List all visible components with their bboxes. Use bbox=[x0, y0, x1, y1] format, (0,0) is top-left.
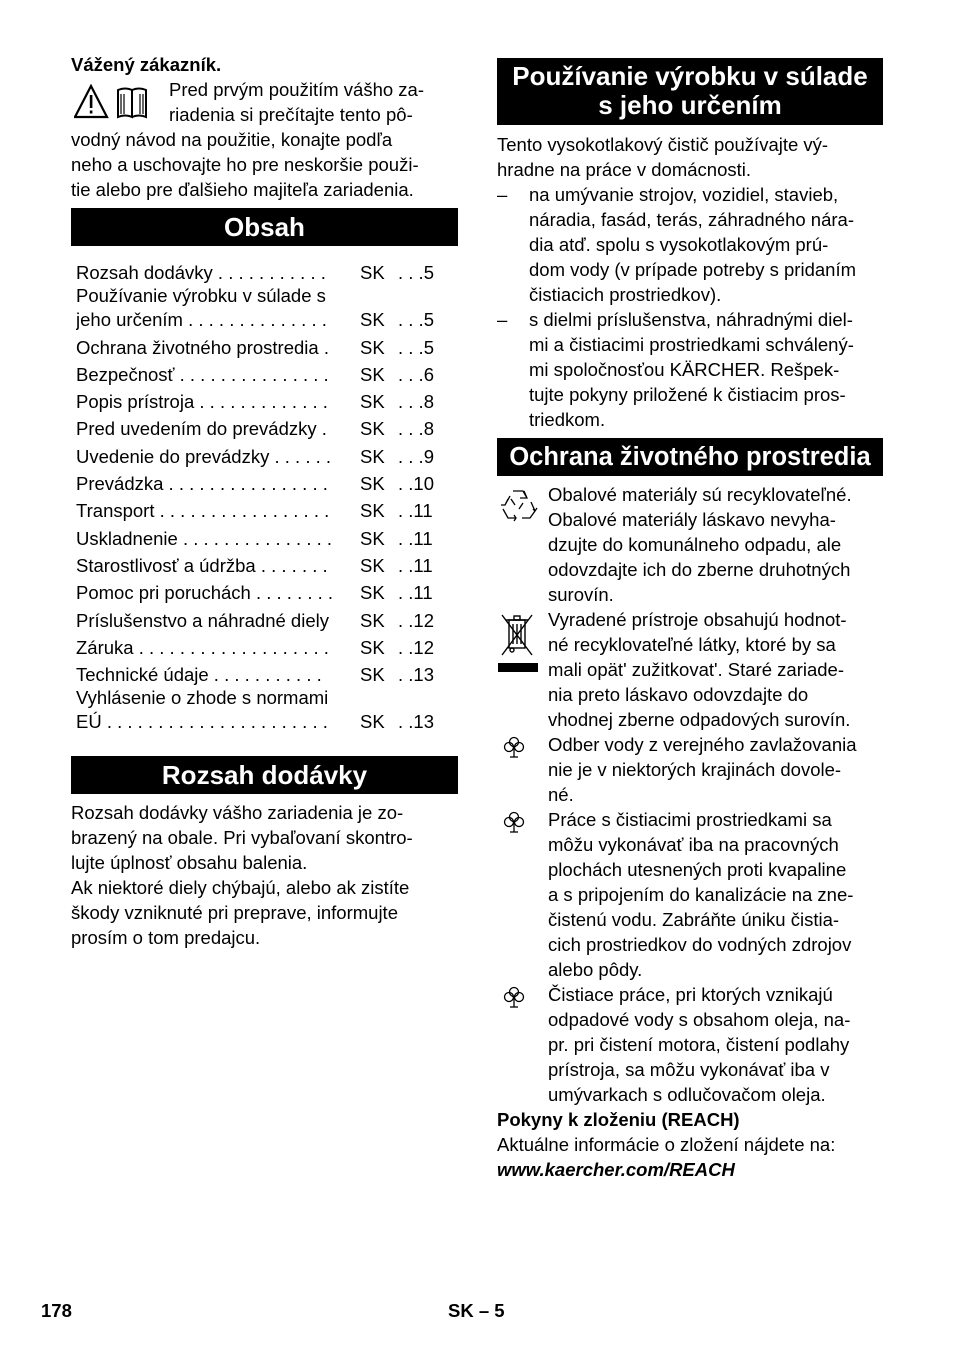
toc-entry-page: . .11 bbox=[398, 527, 433, 549]
toc-entry-lang: SK bbox=[360, 262, 385, 283]
text-line: nie je v niektorých krajinách dovole- bbox=[548, 759, 842, 780]
warning-icon bbox=[74, 84, 160, 120]
env-block-oil bbox=[497, 982, 883, 1107]
toc-entry-title-text: Príslušenstvo a náhradné diely bbox=[76, 609, 329, 631]
toc-entry-lang: SK bbox=[360, 500, 385, 522]
text-line: Rozsah dodávky vášho zariadenia je zo- bbox=[71, 802, 404, 823]
text-line: pr. pri čistení motora, čistení podlahy bbox=[548, 1034, 850, 1055]
text-line: mi a čistiacimi prostriedkami schválený- bbox=[529, 334, 854, 355]
toc-entry[interactable] bbox=[76, 607, 452, 634]
toc-entry-page: . .12 bbox=[398, 609, 434, 631]
toc-entry-title bbox=[76, 443, 360, 470]
reach-title: Pokyny k zloženiu (REACH) bbox=[497, 1109, 740, 1130]
section-page-label: SK – 5 bbox=[448, 1300, 505, 1321]
toc-entry-title bbox=[76, 708, 360, 735]
toc-leader-dots: . . . . . . . . . . . . . . . . . . . . . . bbox=[101, 711, 328, 733]
toc-entry-page: . . .8 bbox=[398, 418, 434, 440]
text-line: Čistiace práce, pri ktorých vznikajú bbox=[548, 984, 833, 1005]
text-line: Vyradené prístroje obsahujú hodnot- bbox=[548, 609, 847, 630]
toc-entry-page: . .11 bbox=[398, 500, 433, 522]
text-line: surovín. bbox=[548, 584, 614, 605]
text-line: Tento vysokotlakový čistič používajte vý- bbox=[497, 134, 829, 155]
toc-entry-title-text: Technické údaje bbox=[76, 664, 209, 686]
toc-entry-lang: SK bbox=[360, 711, 385, 733]
toc-entry-title-text: EÚ bbox=[76, 711, 102, 733]
toc-leader-dots: . . . . . . . . . . . . . . . . bbox=[163, 473, 328, 495]
table-of-contents bbox=[76, 259, 452, 736]
toc-leader-dots: . bbox=[316, 418, 327, 440]
toc-entry-page: . .12 bbox=[398, 636, 434, 658]
toc-entry-page: . .11 bbox=[398, 582, 433, 604]
toc-entry[interactable] bbox=[76, 497, 452, 524]
toc-leader-dots: . . . . . . . bbox=[255, 554, 328, 576]
text-line: Obalové materiály láskavo nevyha- bbox=[548, 509, 836, 530]
toc-entry-title bbox=[76, 334, 360, 361]
toc-entry-title-text: Starostlivosť a údržba bbox=[76, 554, 256, 576]
toc-entry-title-text: jeho určením bbox=[76, 309, 183, 331]
toc-entry-title-text: Pred uvedením do prevádzky bbox=[76, 418, 317, 440]
toc-entry-title-text: Popis prístroja bbox=[76, 391, 195, 413]
text-line: vhodnej zberne odpadových surovín. bbox=[548, 709, 851, 730]
page-number: 178 bbox=[41, 1300, 72, 1321]
greeting-line1: Pred prvým použitím vášho za- bbox=[169, 79, 424, 100]
text-line: čistenú vodu. Zabráňte úniku čistia- bbox=[548, 909, 840, 930]
text-line: brazený na obale. Pri vybaľovaní skontro- bbox=[71, 827, 413, 848]
toc-entry-title-line1: Používanie výrobku v súlade s bbox=[76, 285, 326, 307]
toc-entry-lang: SK bbox=[360, 391, 385, 413]
text-line: mali opät' zužitkovat'. Staré zariade- bbox=[548, 659, 844, 680]
env-block-recycle bbox=[497, 482, 883, 607]
text-line: tie alebo pre ďalšieho majiteľa zariadenia. bbox=[71, 179, 414, 200]
text-line: né. bbox=[548, 784, 574, 805]
text-line: s dielmi príslušenstva, náhradnými diel- bbox=[529, 309, 853, 330]
text-line: vodný návod na použitie, konajte podľa bbox=[71, 129, 393, 150]
toc-entry-title bbox=[76, 634, 360, 661]
text-line: dom vody (v prípade potreby s pridaním bbox=[529, 259, 856, 280]
text-line: na umývanie strojov, vozidiel, stavieb, bbox=[529, 184, 839, 205]
toc-entry-title-text: Transport bbox=[76, 500, 155, 522]
toc-entry[interactable] bbox=[76, 334, 452, 361]
toc-entry-lang: SK bbox=[360, 609, 385, 631]
toc-entry-title-line1: Vyhlásenie o zhode s normami bbox=[76, 687, 329, 709]
text-line: Práce s čistiacimi prostriedkami sa bbox=[548, 809, 832, 830]
toc-entry-page: . .13 bbox=[398, 664, 434, 686]
text-line: nia preto láskavo odovzdajte do bbox=[548, 684, 809, 705]
text-line: môžu vykonávať iba na pracovných bbox=[548, 834, 839, 855]
text-line: neho a uschovajte ho pre neskoršie použi- bbox=[71, 154, 419, 175]
toc-entry-lang: SK bbox=[360, 527, 385, 549]
text-line: dzujte do komunálneho odpadu, ale bbox=[548, 534, 842, 555]
reach-text: Aktuálne informácie o zložení nájdete na: bbox=[497, 1134, 836, 1155]
text-line: náradia, fasád, terás, záhradného nára- bbox=[529, 209, 854, 230]
greeting-title: Vážený zákazník. bbox=[71, 54, 222, 75]
toc-leader-dots: . . . . . . . . . . . bbox=[212, 262, 326, 283]
toc-entry-title-text: Uvedenie do prevádzky bbox=[76, 445, 270, 467]
text-line: Obalové materiály sú recyklovateľné. bbox=[548, 484, 852, 505]
text-line: odovzdajte ich do zberne druhotných bbox=[548, 559, 851, 580]
toc-entry[interactable] bbox=[76, 579, 452, 606]
text-line: odpadové vody s obsahom oleja, na- bbox=[548, 1009, 851, 1030]
toc-entry-title bbox=[76, 497, 360, 524]
text-line: Ak niektoré diely chýbajú, alebo ak zistíte bbox=[71, 877, 410, 898]
text-line: lujte úplnosť obsahu balenia. bbox=[71, 852, 308, 873]
toc-entry[interactable] bbox=[76, 525, 452, 552]
toc-leader-dots: . . . . . . . . . . . . . bbox=[194, 391, 328, 413]
toc-leader-dots: . . . . . . . . . . . . . . bbox=[182, 309, 327, 331]
toc-entry-page: . . .6 bbox=[398, 363, 434, 385]
toc-entry-page: . .11 bbox=[398, 554, 433, 576]
reach-link[interactable]: www.kaercher.com/REACH bbox=[497, 1159, 735, 1180]
toc-leader-dots: . . . . . . . . . . . . . . . bbox=[177, 527, 333, 549]
toc-entry-page: . . .9 bbox=[398, 445, 434, 467]
list-item bbox=[497, 307, 883, 432]
env-block-detergents bbox=[497, 807, 883, 982]
manual-book-icon bbox=[118, 89, 146, 118]
toc-entry-title bbox=[76, 525, 360, 552]
text-line: prístroja, sa môžu vykonávať iba v bbox=[548, 1059, 830, 1080]
toc-entry[interactable] bbox=[76, 259, 452, 286]
greeting-rest bbox=[71, 127, 419, 202]
toc-entry[interactable] bbox=[76, 634, 452, 661]
tree-icon bbox=[501, 734, 527, 766]
toc-entry-title-text: Ochrana životného prostredia bbox=[76, 336, 319, 358]
toc-entry-title-text: Záruka bbox=[76, 636, 134, 658]
toc-entry-title-text: Prevádzka bbox=[76, 473, 164, 495]
text-line: Odber vody z verejného zavlažovania bbox=[548, 734, 857, 755]
toc-heading: Obsah bbox=[71, 208, 458, 246]
toc-entry-page: . . .5 bbox=[398, 336, 434, 358]
text-line: dia atď. spolu s vysokotlakovým prú- bbox=[529, 234, 829, 255]
use-heading-line2: s jeho určením bbox=[598, 90, 782, 120]
toc-entry-title bbox=[76, 607, 360, 634]
toc-entry[interactable] bbox=[76, 361, 452, 388]
tree-icon bbox=[501, 984, 527, 1016]
toc-entry[interactable] bbox=[76, 470, 452, 497]
toc-entry[interactable] bbox=[76, 443, 452, 470]
toc-leader-dots: . . . . . . . . . . . . . . . . . bbox=[154, 500, 330, 522]
toc-entry-title bbox=[76, 661, 360, 688]
recycle-icon bbox=[497, 487, 539, 533]
text-line: né recyklovateľné látky, ktoré by sa bbox=[548, 634, 836, 655]
toc-entry-title bbox=[76, 388, 360, 415]
toc-entry[interactable] bbox=[76, 415, 452, 442]
text-line: škody vzniknuté pri preprave, informujte bbox=[71, 902, 398, 923]
toc-entry-title-text: Pomoc pri poruchách bbox=[76, 582, 251, 604]
toc-entry[interactable] bbox=[76, 286, 452, 333]
toc-entry-title bbox=[76, 552, 360, 579]
text-line: mi spoločnosťou KÄRCHER. Rešpek- bbox=[529, 359, 840, 380]
toc-entry[interactable] bbox=[76, 661, 452, 688]
toc-entry-title bbox=[76, 579, 360, 606]
toc-entry-lang: SK bbox=[360, 336, 385, 358]
toc-entry-page: . . .8 bbox=[398, 391, 434, 413]
toc-entry-title bbox=[76, 470, 360, 497]
env-block-water bbox=[497, 732, 883, 807]
scope-text bbox=[71, 800, 413, 950]
text-line: čistiacich prostriedkov). bbox=[529, 284, 722, 305]
text-line: cich prostriedkov do vodných zdrojov bbox=[548, 934, 852, 955]
text-line: alebo pôdy. bbox=[548, 959, 643, 980]
text-line: tujte pokyny priložené k čistiacim pros- bbox=[529, 384, 846, 405]
toc-entry-title bbox=[76, 361, 360, 388]
toc-entry-lang: SK bbox=[360, 554, 385, 576]
use-text bbox=[497, 132, 883, 432]
toc-entry-title bbox=[76, 415, 360, 442]
toc-entry-lang: SK bbox=[360, 418, 385, 440]
text-line: prosím o tom predajcu. bbox=[71, 927, 261, 948]
toc-leader-dots: . . . . . . . . bbox=[250, 582, 334, 604]
toc-entry-title-text: Rozsah dodávky bbox=[76, 262, 213, 283]
toc-entry-title-text: Bezpečnosť bbox=[76, 363, 175, 385]
toc-entry-lang: SK bbox=[360, 664, 385, 686]
toc-entry-lang: SK bbox=[360, 363, 385, 385]
toc-entry-lang: SK bbox=[360, 473, 385, 495]
toc-entry-page: . .13 bbox=[398, 711, 434, 733]
toc-entry[interactable] bbox=[76, 388, 452, 415]
list-item bbox=[497, 182, 883, 307]
toc-entry-page: . .10 bbox=[398, 473, 434, 495]
toc-leader-dots: . . . . . . . . . . . . . . . . . . . bbox=[133, 636, 329, 658]
toc-entry-lang: SK bbox=[360, 309, 385, 331]
toc-entry-lang: SK bbox=[360, 636, 385, 658]
toc-entry-page: . . .5 bbox=[398, 262, 434, 283]
crossed-bin-icon bbox=[498, 611, 538, 679]
env-text bbox=[497, 482, 883, 1182]
toc-leader-dots: . . . . . . . . . . . bbox=[208, 664, 322, 686]
text-line: umývarkach s odlučovačom oleja. bbox=[548, 1084, 826, 1105]
greeting-line2: riadenia si prečítajte tento pô- bbox=[169, 104, 413, 125]
toc-entry-lang: SK bbox=[360, 582, 385, 604]
tree-icon bbox=[501, 809, 527, 841]
use-heading-line1: Používanie výrobku v súlade bbox=[512, 61, 868, 91]
scope-heading: Rozsah dodávky bbox=[71, 756, 458, 794]
env-block-weee bbox=[497, 607, 883, 732]
toc-leader-dots: . . . . . . . . . . . . . . . bbox=[174, 363, 329, 385]
use-heading bbox=[497, 58, 883, 125]
toc-leader-dots: . . . . . . bbox=[269, 445, 332, 467]
text-line: a s pripojením do kanalizácie na zne- bbox=[548, 884, 854, 905]
toc-entry-title bbox=[76, 259, 360, 286]
list-dash: – bbox=[497, 184, 508, 205]
text-line: hradne na práce v domácnosti. bbox=[497, 159, 752, 180]
toc-entry-lang: SK bbox=[360, 445, 385, 467]
env-heading: Ochrana životného prostredia bbox=[497, 438, 883, 476]
toc-entry-title-text: Uskladnenie bbox=[76, 527, 178, 549]
warning-manual-icons bbox=[74, 84, 160, 120]
toc-entry[interactable] bbox=[76, 552, 452, 579]
list-dash: – bbox=[497, 309, 508, 330]
toc-leader-dots: . bbox=[318, 336, 329, 358]
text-line: triedkom. bbox=[529, 409, 606, 430]
toc-entry[interactable] bbox=[76, 688, 452, 735]
toc-entry-page: . . .5 bbox=[398, 309, 434, 331]
text-line: plochách utesnených proti kvapaline bbox=[548, 859, 847, 880]
toc-entry-title bbox=[76, 306, 360, 333]
